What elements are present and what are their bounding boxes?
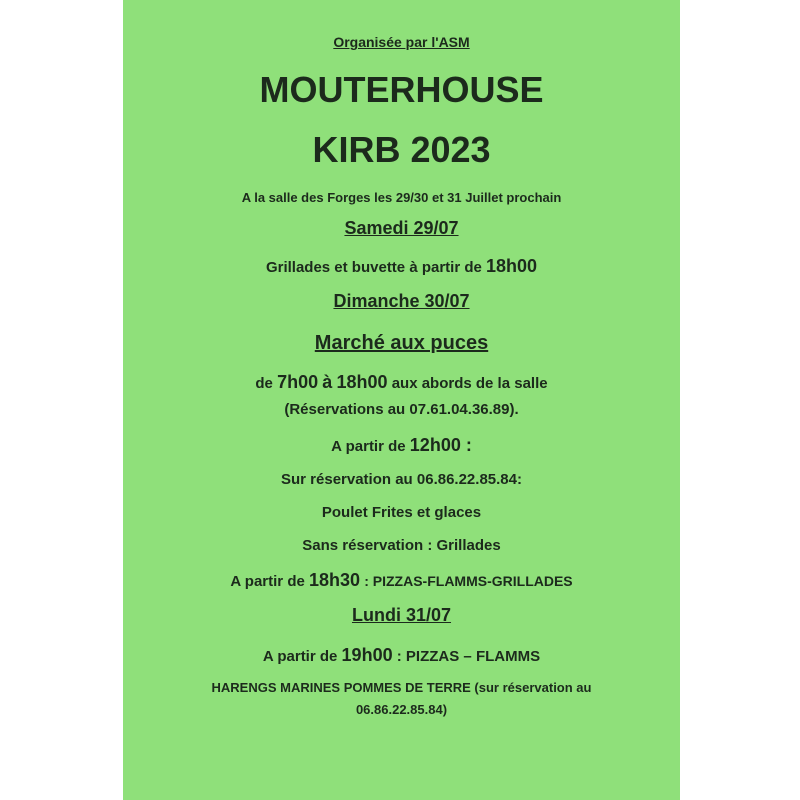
sunday-no-reservation: Sans réservation : Grillades <box>302 537 501 554</box>
market-mid: à <box>322 372 333 392</box>
market-prefix: de <box>255 375 273 392</box>
market-title: Marché aux puces <box>314 332 489 354</box>
monday-evening-prefix: A partir de <box>262 648 338 665</box>
saturday-heading: Samedi 29/07 <box>344 218 459 238</box>
market-suffix: aux abords de la salle <box>391 375 548 392</box>
title-village: MOUTERHOUSE <box>259 69 544 110</box>
sunday-noon-prefix: A partir de <box>331 438 406 455</box>
sunday-evening-menu: : PIZZAS-FLAMMS-GRILLADES <box>364 573 573 589</box>
sunday-heading: Dimanche 30/07 <box>333 291 470 311</box>
herring-line-1: HARENGS MARINES POMMES DE TERRE (sur réservation au <box>211 680 592 695</box>
sunday-noon-time: 12h00 : <box>409 435 472 455</box>
sunday-evening-prefix: A partir de <box>230 573 305 590</box>
monday-evening-menu: : PIZZAS – FLAMMS <box>396 648 541 665</box>
monday-evening <box>123 646 680 664</box>
title-event: KIRB 2023 <box>312 129 491 170</box>
sunday-evening <box>123 571 680 589</box>
saturday-text-label: Grillades et buvette à partir de <box>265 259 482 276</box>
saturday-text <box>123 257 680 275</box>
monday-evening-time: 19h00 <box>341 645 393 665</box>
market-reservation: (Réservations au 07.61.04.36.89). <box>284 401 519 418</box>
organizer-line: Organisée par l'ASM <box>333 34 470 50</box>
monday-heading: Lundi 31/07 <box>351 605 452 625</box>
sunday-evening-time: 18h30 <box>309 570 361 590</box>
sunday-reservation-line: Sur réservation au 06.86.22.85.84: <box>281 471 522 488</box>
venue-line: A la salle des Forges les 29/30 et 31 Juillet prochain <box>241 190 562 205</box>
saturday-time: 18h00 <box>486 256 538 276</box>
sunday-menu: Poulet Frites et glaces <box>321 504 482 521</box>
herring-line-2: 06.86.22.85.84) <box>355 702 448 717</box>
sunday-noon <box>123 436 680 454</box>
market-hours <box>123 373 680 391</box>
market-end-time: 18h00 <box>336 372 388 392</box>
market-start-time: 7h00 <box>277 372 319 392</box>
event-flyer <box>123 0 680 800</box>
